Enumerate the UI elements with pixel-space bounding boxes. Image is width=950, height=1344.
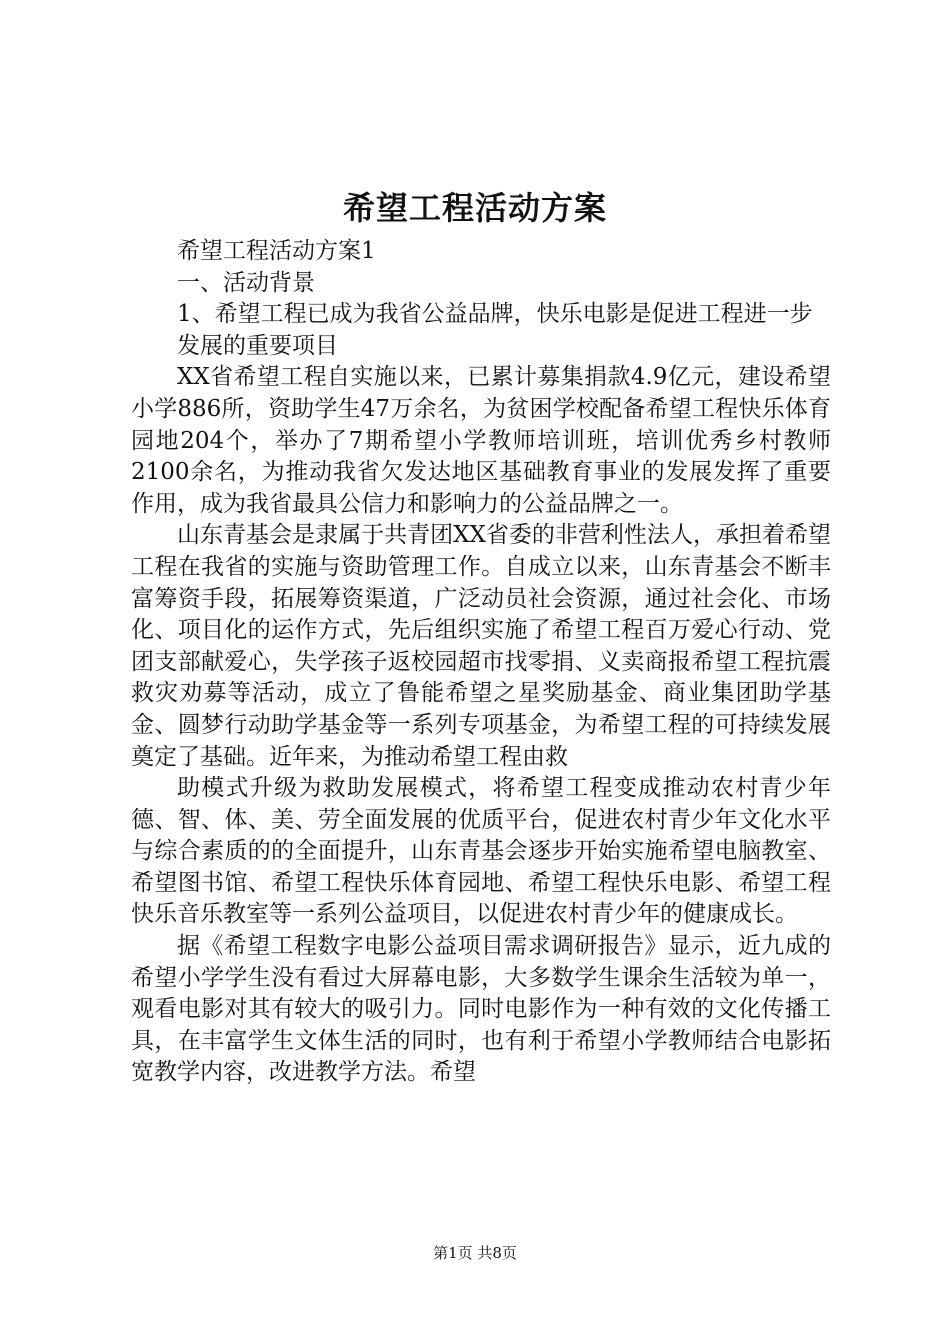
paragraph-point-1-cont: 发展的重要项目 — [177, 332, 338, 359]
paragraph-section-heading: 一、活动背景 — [177, 269, 315, 296]
paragraph-plan-heading: 希望工程活动方案1 — [177, 238, 376, 264]
document-title: 希望工程活动方案 — [342, 189, 607, 227]
paragraph-survey-report: 据《希望工程数字电影公益项目需求调研报告》显示，近九成的希望小学学生没有看过大屏幕电影，大多数学生课余生活较为单一，观看电影对其有较大的吸引力。同时电影作为一种有效的文化传播工具，在丰富学生文体生活的同时，也有利于希望小学教师结合电影拓宽教学内容，改进教学方法。希望 — [131, 933, 831, 1086]
paragraph-province-stats: XX省希望工程自实施以来，已累计募集捐款4.9亿元，建设希望小学886所，资助学生47万余名，为贫困学校配备希望工程快乐体育园地204个，举办了7期希望小学教师培训班，培训优秀乡村教师2100余名，为推动我省欠发达地区基础教育事业的发展发挥了重要作用，成为我省最具公信力和影响力的公益品牌之一。 — [131, 364, 831, 517]
paragraph-point-1: 1、希望工程已成为我省公益品牌，快乐电影是促进工程进一步 — [177, 301, 813, 328]
paragraph-development-mode: 助模式升级为救助发展模式，将希望工程变成推动农村青少年德、智、体、美、劳全面发展的优质平台，促进农村青少年文化水平与综合素质的的全面提升，山东青基会逐步开始实施希望电脑教室、希望图书馆、希望工程快乐体育园地、希望工程快乐电影、希望工程快乐音乐教室等一系列公益项目，以促进农村青少年的健康成长。 — [131, 775, 831, 928]
paragraph-foundation-intro: 山东青基会是隶属于共青团XX省委的非营利性法人，承担着希望工程在我省的实施与资助管理工作。自成立以来，山东青基会不断丰富筹资手段，拓展筹资渠道，广泛动员社会资源，通过社会化、市场化、项目化的运作方式，先后组织实施了希望工程百万爱心行动、党团支部献爱心，失学孩子返校园超市找零捐、义卖商报希望工程抗震救灾劝募等活动，成立了鲁能希望之星奖励基金、商业集团助学基金、圆梦行动助学基金等一系列专项基金，为希望工程的可持续发展奠定了基础。近年来，为推动希望工程由救 — [131, 522, 831, 770]
document-body — [131, 236, 831, 1089]
page-number-footer: 第1页 共8页 — [433, 1244, 517, 1262]
